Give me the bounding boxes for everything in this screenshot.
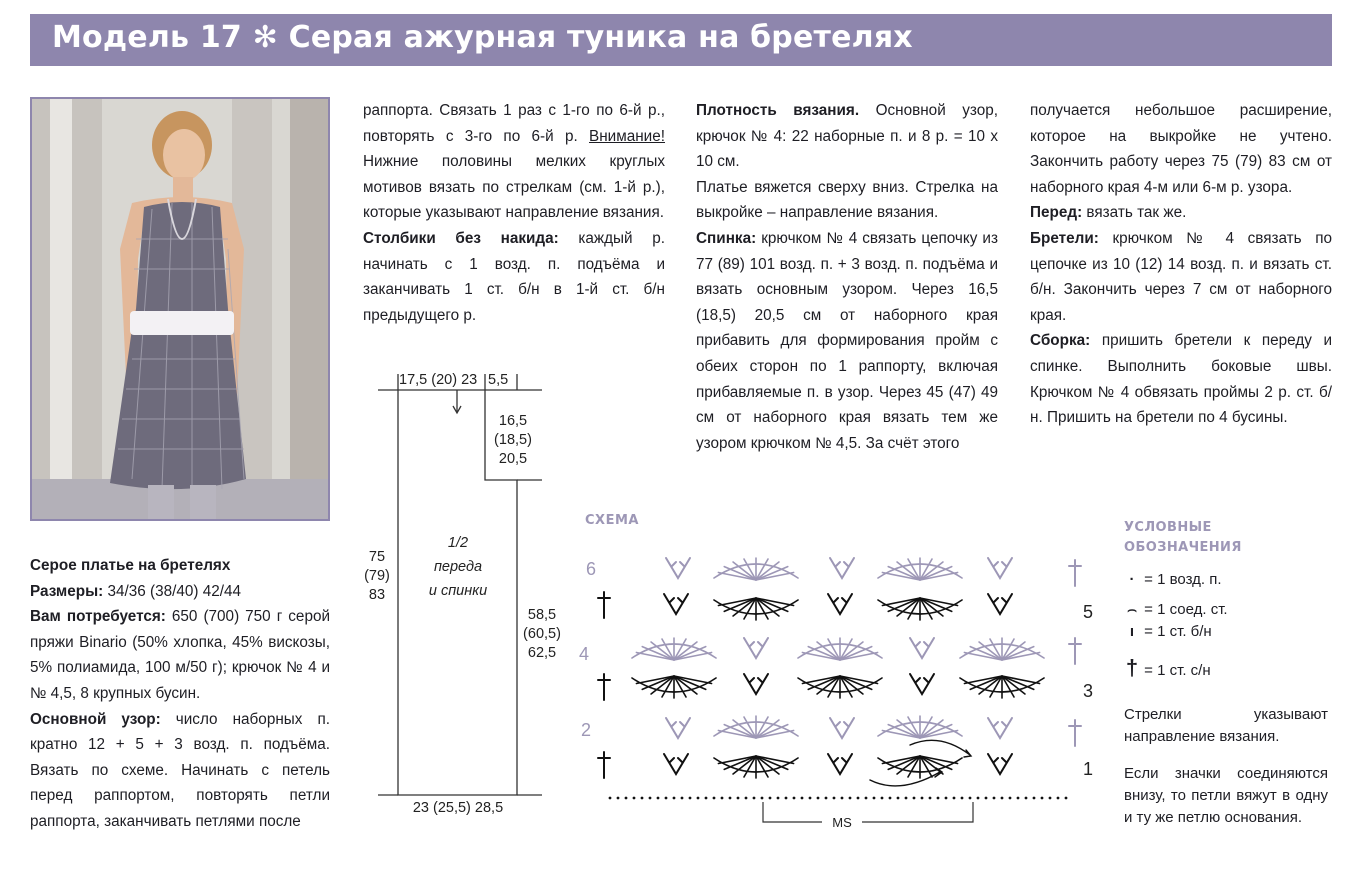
chain-stitch-dot (865, 797, 868, 800)
garment-title: Серое платье на бретелях (30, 557, 231, 574)
chain-stitch-dot (825, 797, 828, 800)
length-label-1: 75 (368, 549, 386, 565)
column-back-instructions (696, 98, 998, 456)
chain-stitch-dot (849, 797, 852, 800)
chain-stitch-dot (697, 797, 700, 800)
chain-stitch-dot (817, 797, 820, 800)
chain-stitch-dot (793, 797, 796, 800)
chain-stitch-dot (617, 797, 620, 800)
double-crochet-symbol (1069, 560, 1081, 586)
piece-label-3: и спинки (428, 583, 488, 599)
double-crochet-symbol (1069, 720, 1081, 746)
cluster-stitch-symbol (664, 594, 688, 614)
chain-stitch-dot (1033, 797, 1036, 800)
cluster-stitch-symbol (910, 674, 934, 694)
top-width-label: 17,5 (20) 23 (399, 372, 478, 388)
joined-symbols-note: Если значки соединяются внизу, то петли вяжут в одну и ту же петлю основания. (1124, 765, 1328, 826)
column-materials (30, 553, 330, 835)
cluster-stitch-symbol (744, 674, 768, 694)
chain-stitch-dot (921, 797, 924, 800)
double-crochet-symbol (1069, 638, 1081, 664)
piece-label-2: переда (433, 559, 483, 575)
chain-stitch-dot (913, 797, 916, 800)
legend-title: УСЛОВНЫЕ ОБОЗНАЧЕНИЯ (1124, 520, 1242, 555)
chain-stitch-dot (937, 797, 940, 800)
row-number-3: 3 (1083, 681, 1094, 701)
chain-stitch-dot (753, 797, 756, 800)
column-pattern-notes (363, 98, 665, 328)
chain-stitch-dot (857, 797, 860, 800)
chain-stitch-dot (1065, 797, 1068, 800)
legend-single-crochet: ı = 1 ст. б/н (1124, 622, 1212, 642)
length-label-2: (79) (364, 568, 390, 584)
chain-stitch-dot (977, 797, 980, 800)
legend-slip-stitch: ⌢ = 1 соед. ст. (1124, 600, 1228, 620)
chain-stitch-dot (881, 797, 884, 800)
length-label-3: 83 (368, 587, 386, 603)
row-number-1: 1 (1083, 759, 1094, 779)
cluster-stitch-symbol (666, 558, 690, 578)
piece-label-1: 1/2 (447, 535, 469, 551)
row-number-5: 5 (1083, 602, 1094, 622)
chain-stitch-dot (1049, 797, 1052, 800)
legend-chain-stitch: · = 1 возд. п. (1124, 570, 1222, 590)
cluster-stitch-symbol (988, 754, 1012, 774)
armhole-label-3: 20,5 (498, 451, 528, 467)
chain-stitch-dot (745, 797, 748, 800)
cluster-stitch-symbol (988, 594, 1012, 614)
chain-stitch-dot (841, 797, 844, 800)
chain-stitch-dot (657, 797, 660, 800)
arrows-note: Стрелки указывают направление вязания. (1124, 706, 1328, 745)
direction-arrow-icon (910, 740, 971, 757)
chain-stitch-dot (673, 797, 676, 800)
chain-stitch-dot (985, 797, 988, 800)
double-crochet-symbol (598, 592, 610, 618)
cluster-stitch-symbol (828, 754, 852, 774)
lower-length-label-2: (60,5) (523, 626, 561, 642)
title-banner (30, 14, 1332, 66)
page-title: Модель 17 ✻ Серая ажурная туника на бретелях (52, 20, 913, 55)
chain-stitch-dot (1009, 797, 1012, 800)
main-pattern: Основной узор: число наборных п. кратно 12 + 5 + 3 возд. п. подъёма. Вязать по схеме. Начинать с петель перед раппортом, повторять петли раппорта, заканчивать петлями после (30, 710, 330, 830)
row-number-6: 6 (586, 559, 597, 579)
chain-stitch-icon: · (1129, 571, 1135, 588)
chain-stitch-dot (633, 797, 636, 800)
cluster-stitch-symbol (666, 718, 690, 738)
chain-stitch-dot (689, 797, 692, 800)
chain-stitch-dot (809, 797, 812, 800)
chain-stitch-dot (889, 797, 892, 800)
repeat-instructions: раппорта. Связать 1 раз с 1-го по 6-й р., повторять с 3-го по 6-й р. Внимание! Нижние половины мелких круглых мотивов вязать по стрелкам (см. 1-й р.), которые указывают направление вязания. (363, 102, 665, 222)
bottom-width-label: 23 (25,5) 28,5 (412, 800, 504, 816)
chain-stitch-dot (665, 797, 668, 800)
chain-stitch-dot (873, 797, 876, 800)
chain-stitch-dot (801, 797, 804, 800)
single-crochet-instructions: Столбики без накида: каждый р. начинать с 1 возд. п. подъёма и заканчивать 1 ст. б/н в 1-й ст. б/н предыдущего р. (363, 229, 665, 324)
scheme-title: СХЕМА (585, 513, 639, 528)
assembly-instructions: Сборка: пришить бретели к переду и спинке. Выполнить боковые швы. Крючком № 4 обвязать проймы 2 р. ст. б/н. Пришить на бретели по 4 бусины. (1030, 332, 1333, 427)
knitting-direction: Платье вяжется сверху вниз. Стрелка на выкройке – направление вязания. (696, 178, 998, 222)
cluster-stitch-symbol (988, 718, 1012, 738)
cluster-stitch-symbol (988, 558, 1012, 578)
lower-length-label-1: 58,5 (527, 607, 557, 623)
chain-stitch-dot (1017, 797, 1020, 800)
cluster-stitch-symbol (830, 718, 854, 738)
double-crochet-symbol (598, 674, 610, 700)
chain-stitch-dot (713, 797, 716, 800)
chain-stitch-dot (945, 797, 948, 800)
sizes: Размеры: 34/36 (38/40) 42/44 (30, 582, 242, 600)
garment-pattern-diagram (350, 360, 580, 830)
slip-stitch-icon: ⌢ (1127, 601, 1137, 618)
row-number-2: 2 (581, 720, 592, 740)
chain-stitch-dot (1057, 797, 1060, 800)
chain-stitch-dot (1025, 797, 1028, 800)
chain-stitch-dot (1041, 797, 1044, 800)
straps-instructions: Бретели: крючком № 4 связать по цепочке из 10 (12) 14 возд. п. и вязать ст. б/н. Закончить через 7 см от наборного края. (1030, 229, 1333, 324)
legend-double-crochet: † = 1 ст. с/н (1125, 655, 1211, 680)
chain-stitch-dot (641, 797, 644, 800)
column-assembly (1030, 98, 1332, 431)
chain-stitch-dot (705, 797, 708, 800)
lower-length-label-3: 62,5 (527, 645, 557, 661)
cluster-stitch-symbol (744, 638, 768, 658)
armhole-label-1: 16,5 (498, 413, 528, 429)
chain-stitch-dot (993, 797, 996, 800)
chain-stitch-dot (729, 797, 732, 800)
chain-stitch-dot (769, 797, 772, 800)
chain-stitch-dot (969, 797, 972, 800)
chain-stitch-dot (761, 797, 764, 800)
repeat-label: MS (832, 815, 852, 830)
cluster-stitch-symbol (910, 638, 934, 658)
gauge: Плотность вязания. Основной узор, крючок № 4: 22 наборные п. и 8 р. = 10 х 10 см. (696, 102, 998, 171)
chain-stitch-dot (737, 797, 740, 800)
armhole-label-2: (18,5) (494, 432, 532, 448)
row-number-4: 4 (579, 644, 590, 664)
chain-stitch-dot (681, 797, 684, 800)
model-photo-illustration (32, 99, 328, 519)
double-crochet-symbol (598, 752, 610, 778)
chain-stitch-dot (833, 797, 836, 800)
crochet-chart (570, 540, 1110, 840)
chain-stitch-dot (929, 797, 932, 800)
chain-stitch-dot (961, 797, 964, 800)
single-crochet-icon: ı (1129, 623, 1135, 640)
chain-stitch-dot (905, 797, 908, 800)
chain-stitch-dot (897, 797, 900, 800)
chain-stitch-dot (609, 797, 612, 800)
cluster-stitch-symbol (828, 594, 852, 614)
chain-stitch-dot (649, 797, 652, 800)
cluster-stitch-symbol (664, 754, 688, 774)
back-instructions: Спинка: крючком № 4 связать цепочку из 77 (89) 101 возд. п. + 3 возд. п. подъёма и вязать основным узором. Через 16,5 (18,5) 20,5 см от наборного края прибавить для формирования пройм с обеих сторон по 1 раппорту, включая прибавляемые п. в узор. Через 45 (47) 49 см от наборного края вязать тем же узором крючком № 4,5. За счёт этого (696, 229, 998, 452)
chain-stitch-dot (785, 797, 788, 800)
chain-stitch-dot (625, 797, 628, 800)
materials: Вам потребуется: 650 (700) 750 г серой пряжи Binario (50% хлопка, 45% вискозы, 5% полиамида, 100 м/50 г); крючок № 4 и № 4,5, 8 крупных бусин. (30, 608, 331, 702)
finishing: получается небольшое расширение, которое на выкройке не учтено. Закончить работу через 75 (79) 83 см от наборного края 4-м или 6-м р. узора. (1030, 102, 1332, 196)
strap-width-label: 5,5 (488, 372, 509, 388)
model-photo (30, 97, 330, 521)
double-crochet-icon: † (1125, 655, 1139, 680)
cluster-stitch-symbol (830, 558, 854, 578)
front-instructions: Перед: вязать так же. (1030, 204, 1187, 222)
chain-stitch-dot (777, 797, 780, 800)
chain-stitch-dot (721, 797, 724, 800)
chain-stitch-dot (953, 797, 956, 800)
chain-stitch-dot (1001, 797, 1004, 800)
